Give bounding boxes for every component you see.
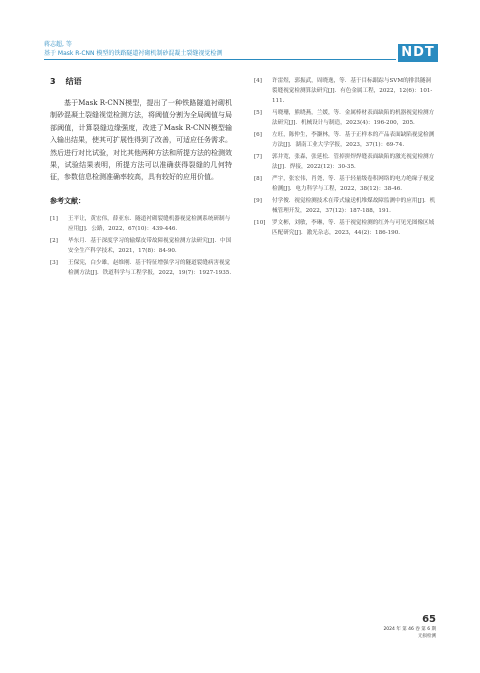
reference-item: [3] 王保宪，白少雄，赵维刚．基于特征增强学习的隧道裂缝病害视觉检测方法[J]．铁道科学与工程学报，2022，19(7)：1927-1935. [50,259,232,276]
journal-name: 无损检测 [418,634,436,639]
reference-list-left [50,214,232,278]
reference-item: [4] 许雷煜，郭振武，周晓逸，等．基于目标跟踪与SVM的排洪隧洞裂缝视觉检测算法研究[J]．有色金属工程，2022，12(6)：101-111. [254,78,433,105]
reference-item: [2] 毕东月．基于深度学习的输煤皮带故障视觉检测方法研究[J]．中国安全生产科学技术，2021，17(8)：84-90. [50,237,232,254]
reference-item: [5] 马晓珊，熊晓燕，兰媛，等．金属棒材表面缺陷的机器视觉检测方法研究[J]．机械设计与制造，2023(4)：196-200，205. [254,110,435,127]
section-heading [50,76,232,87]
right-column [254,76,436,240]
issue-info: 2024 年 第 46 卷 第 6 期 [383,627,436,632]
running-header [44,40,384,58]
page-footer [383,614,436,640]
header-rule [44,59,396,60]
left-column [50,76,232,280]
page-number: 65 [422,614,436,625]
reference-item: [10] 罗文彬，刘敏，李琳，等．基于视觉检测的红外与可见光图像区域匹配研究[J]．激光杂志，2023，44(2)：186-190. [254,219,435,236]
header-authors: 蒋志超, 等 [44,41,72,48]
references-title: 参考文献： [50,196,85,205]
section-title: 结语 [65,77,82,86]
section-number: 3 [50,77,56,86]
conclusion-paragraph: 基于Mask R-CNN模型，提出了一种铁路隧道衬砌机制砂混凝土裂缝视觉检测方法，将阈值分割为全局阈值与局部阈值，计算裂缝边缘强度，改进了Mask R-CNN模型输入输出结果，使其可扩展性得到了改善，可适应任务需求。然后进行对比试验，对比其他两种方法和所提方法的检测效果，试验结果表明，所提方法可以准确获得裂缝的几何特征，参数信息检测准确率较高，具有较好的应用价值。 [50,99,232,182]
reference-item: [7] 郭井宽，张森，张延松．管掉拼焊焊缝表面缺陷的激光视觉检测方法[J]．焊接，2022(12)：30-35. [254,153,435,171]
reference-item: [6] 左旺，陈仲生，李灏林，等．基于正样本的产品表面缺陷视觉检测方法[J]．湖南工业大学学报，2023，37(1)：69-74. [254,132,435,149]
header-article-title: 基于 Mask R-CNN 模型的铁路隧道衬砌机制砂混凝土裂缝视觉检测 [44,50,223,57]
reference-item: [9] 付学俊．视觉检测技术在带式输送机堆煤故障监测中的应用[J]．机械管理开发，2022，37(12)：187-188，191. [254,197,436,214]
journal-logo: NDT [398,44,438,62]
reference-item: [8] 严宇，张宏伟，肖尧，等．基于轻量级卷积网络的电力绝缘子视觉检测[J]．电力科学与工程，2022，38(12)：38-46. [254,175,435,193]
reference-list-right [254,76,436,238]
reference-item: [1] 王平让，黄宏伟，薛亚东．隧道衬砌裂缝机器视觉检测系统研制与应用[J]．公路，2022，67(10)：439-446. [50,215,231,233]
